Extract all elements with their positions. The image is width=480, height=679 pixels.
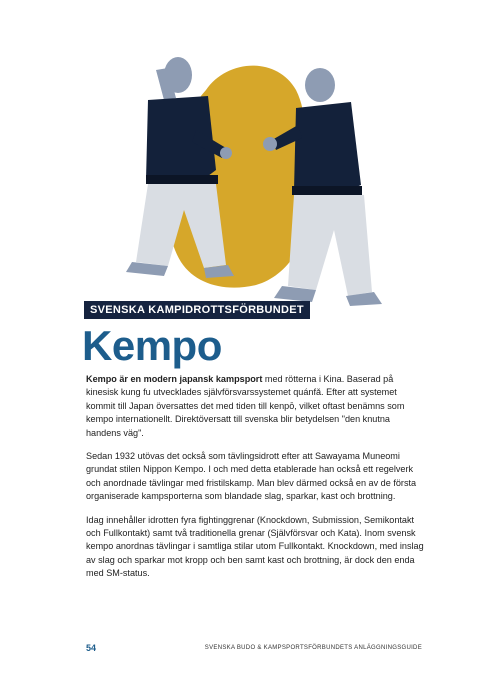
- kempo-fighters-illustration: [76, 30, 406, 330]
- paragraph-1-lead: Kempo är en modern japansk kampsport: [86, 374, 263, 384]
- page-title: Kempo: [82, 322, 222, 369]
- paragraph-1: [86, 373, 426, 440]
- page-number: 54: [86, 643, 97, 653]
- paragraph-2: Sedan 1932 utövas det också som tävlingsidrott efter att Sawayama Muneomi grundat stilen Nippon Kempo. I och med detta etablerade han också ett regelverk och anordnade tävlingar med fristilskamp. Man blev därmed också en av de första organiserade kampsporterna som blandade slag, sparkar, kast och brottning.: [86, 451, 417, 502]
- organization-banner: SVENSKA KAMPIDROTTSFÖRBUNDET: [84, 301, 310, 319]
- footer-guide-title: SVENSKA BUDO & KAMPSPORTSFÖRBUNDETS ANLÄGGNINGSGUIDE: [204, 645, 422, 651]
- paragraph-3: Idag innehåller idrotten fyra fightinggrenar (Knockdown, Submission, Semikontakt och Fullkontakt) samt två traditionella grenar (Självförsvar och Kata). Inom svensk kempo anordnas tävlingar i samtliga stilar utom Fullkontakt. Knockdown, med inslag av slag och sparkar mot kropp och ben samt kast och brottning, är dock den enda med SM-status.: [86, 514, 424, 579]
- paragraph-1-text: med rötterna i Kina. Baserad på kinesisk kung fu utvecklades självförsvarssystemet quánfǎ. Efter att systemet kommit till Japan översattes det med tiden till kenpō, vilket oftast benämns som kempo internationellt. Direktöversatt till svenska blir betydelsen "den knutna handens väg".: [86, 374, 405, 438]
- article-body: [86, 373, 426, 591]
